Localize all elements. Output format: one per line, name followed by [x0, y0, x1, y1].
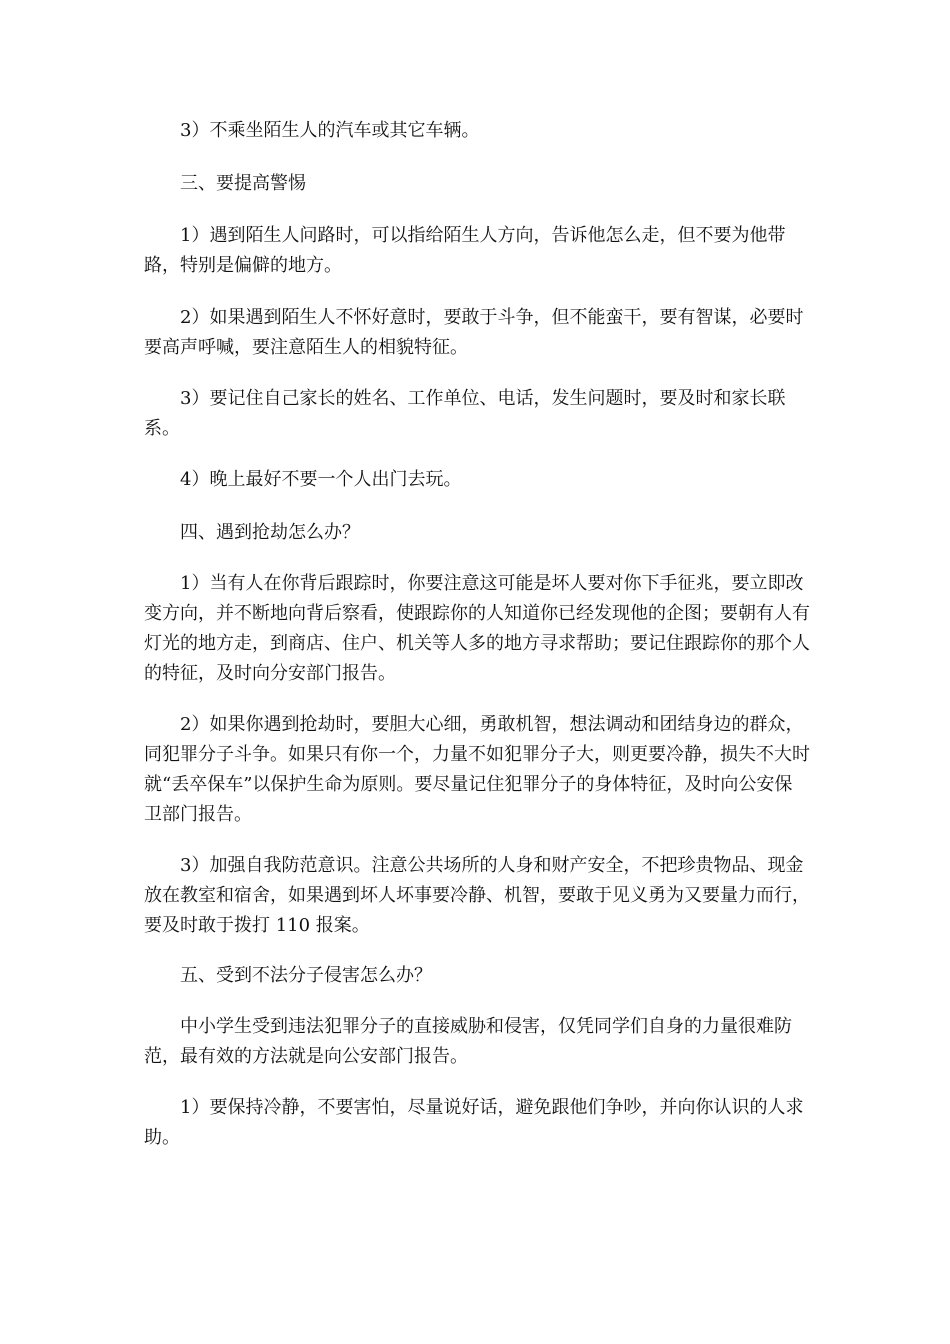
paragraph-night-alone: 4）晚上最好不要一个人出门去玩。	[180, 469, 462, 490]
heading-section-5: 五、受到不法分子侵害怎么办？	[180, 965, 432, 986]
paragraph-rule-3-no-stranger-car: 3）不乘坐陌生人的汽车或其它车辆。	[180, 120, 480, 141]
paragraph-report-police: 中小学生受到违法犯罪分子的直接威胁和侵害，仅凭同学们自身的力量很难防范，最有效的方法就是向公安部门报告。	[144, 1016, 792, 1067]
paragraph-stranger-directions: 1）遇到陌生人问路时，可以指给陌生人方向，告诉他怎么走，但不要为他带路，特别是偏僻的地方。	[144, 225, 786, 276]
paragraph-self-protection: 3）加强自我防范意识。注意公共场所的人身和财产安全，不把珍贵物品、现金放在教室和宿舍，如果遇到坏人坏事要冷静、机智，要敢于见义勇为又要量力而行，要及时敢于拨打 110 报案。	[144, 855, 810, 936]
paragraph-stay-calm: 1）要保持冷静，不要害怕，尽量说好话，避免跟他们争吵，并向你认识的人求助。	[144, 1097, 804, 1148]
paragraph-stranger-bad-intent: 2）如果遇到陌生人不怀好意时，要敢于斗争，但不能蛮干，要有智谋，必要时要高声呼喊，要注意陌生人的相貌特征。	[144, 307, 804, 358]
heading-section-3: 三、要提高警惕	[180, 173, 306, 194]
heading-section-4: 四、遇到抢劫怎么办？	[180, 522, 360, 543]
paragraph-remember-parents: 3）要记住自己家长的姓名、工作单位、电话，发生问题时，要及时和家长联系。	[144, 388, 786, 439]
paragraph-followed: 1）当有人在你背后跟踪时，你要注意这可能是坏人要对你下手征兆，要立即改变方向，并不断地向背后察看，使跟踪你的人知道你已经发现他的企图；要朝有人有灯光的地方走，到商店、住户、机关等人多的地方寻求帮助；要记住跟踪你的那个人的特征，及时向分安部门报告。	[144, 573, 810, 684]
paragraph-robbery: 2）如果你遇到抢劫时，要胆大心细，勇敢机智，想法调动和团结身边的群众，同犯罪分子斗争。如果只有你一个，力量不如犯罪分子大，则更要冷静，损失不大时就“丢卒保车”以保护生命为原则。要尽量记住犯罪分子的身体特征，及时向公安保卫部门报告。	[144, 714, 810, 825]
